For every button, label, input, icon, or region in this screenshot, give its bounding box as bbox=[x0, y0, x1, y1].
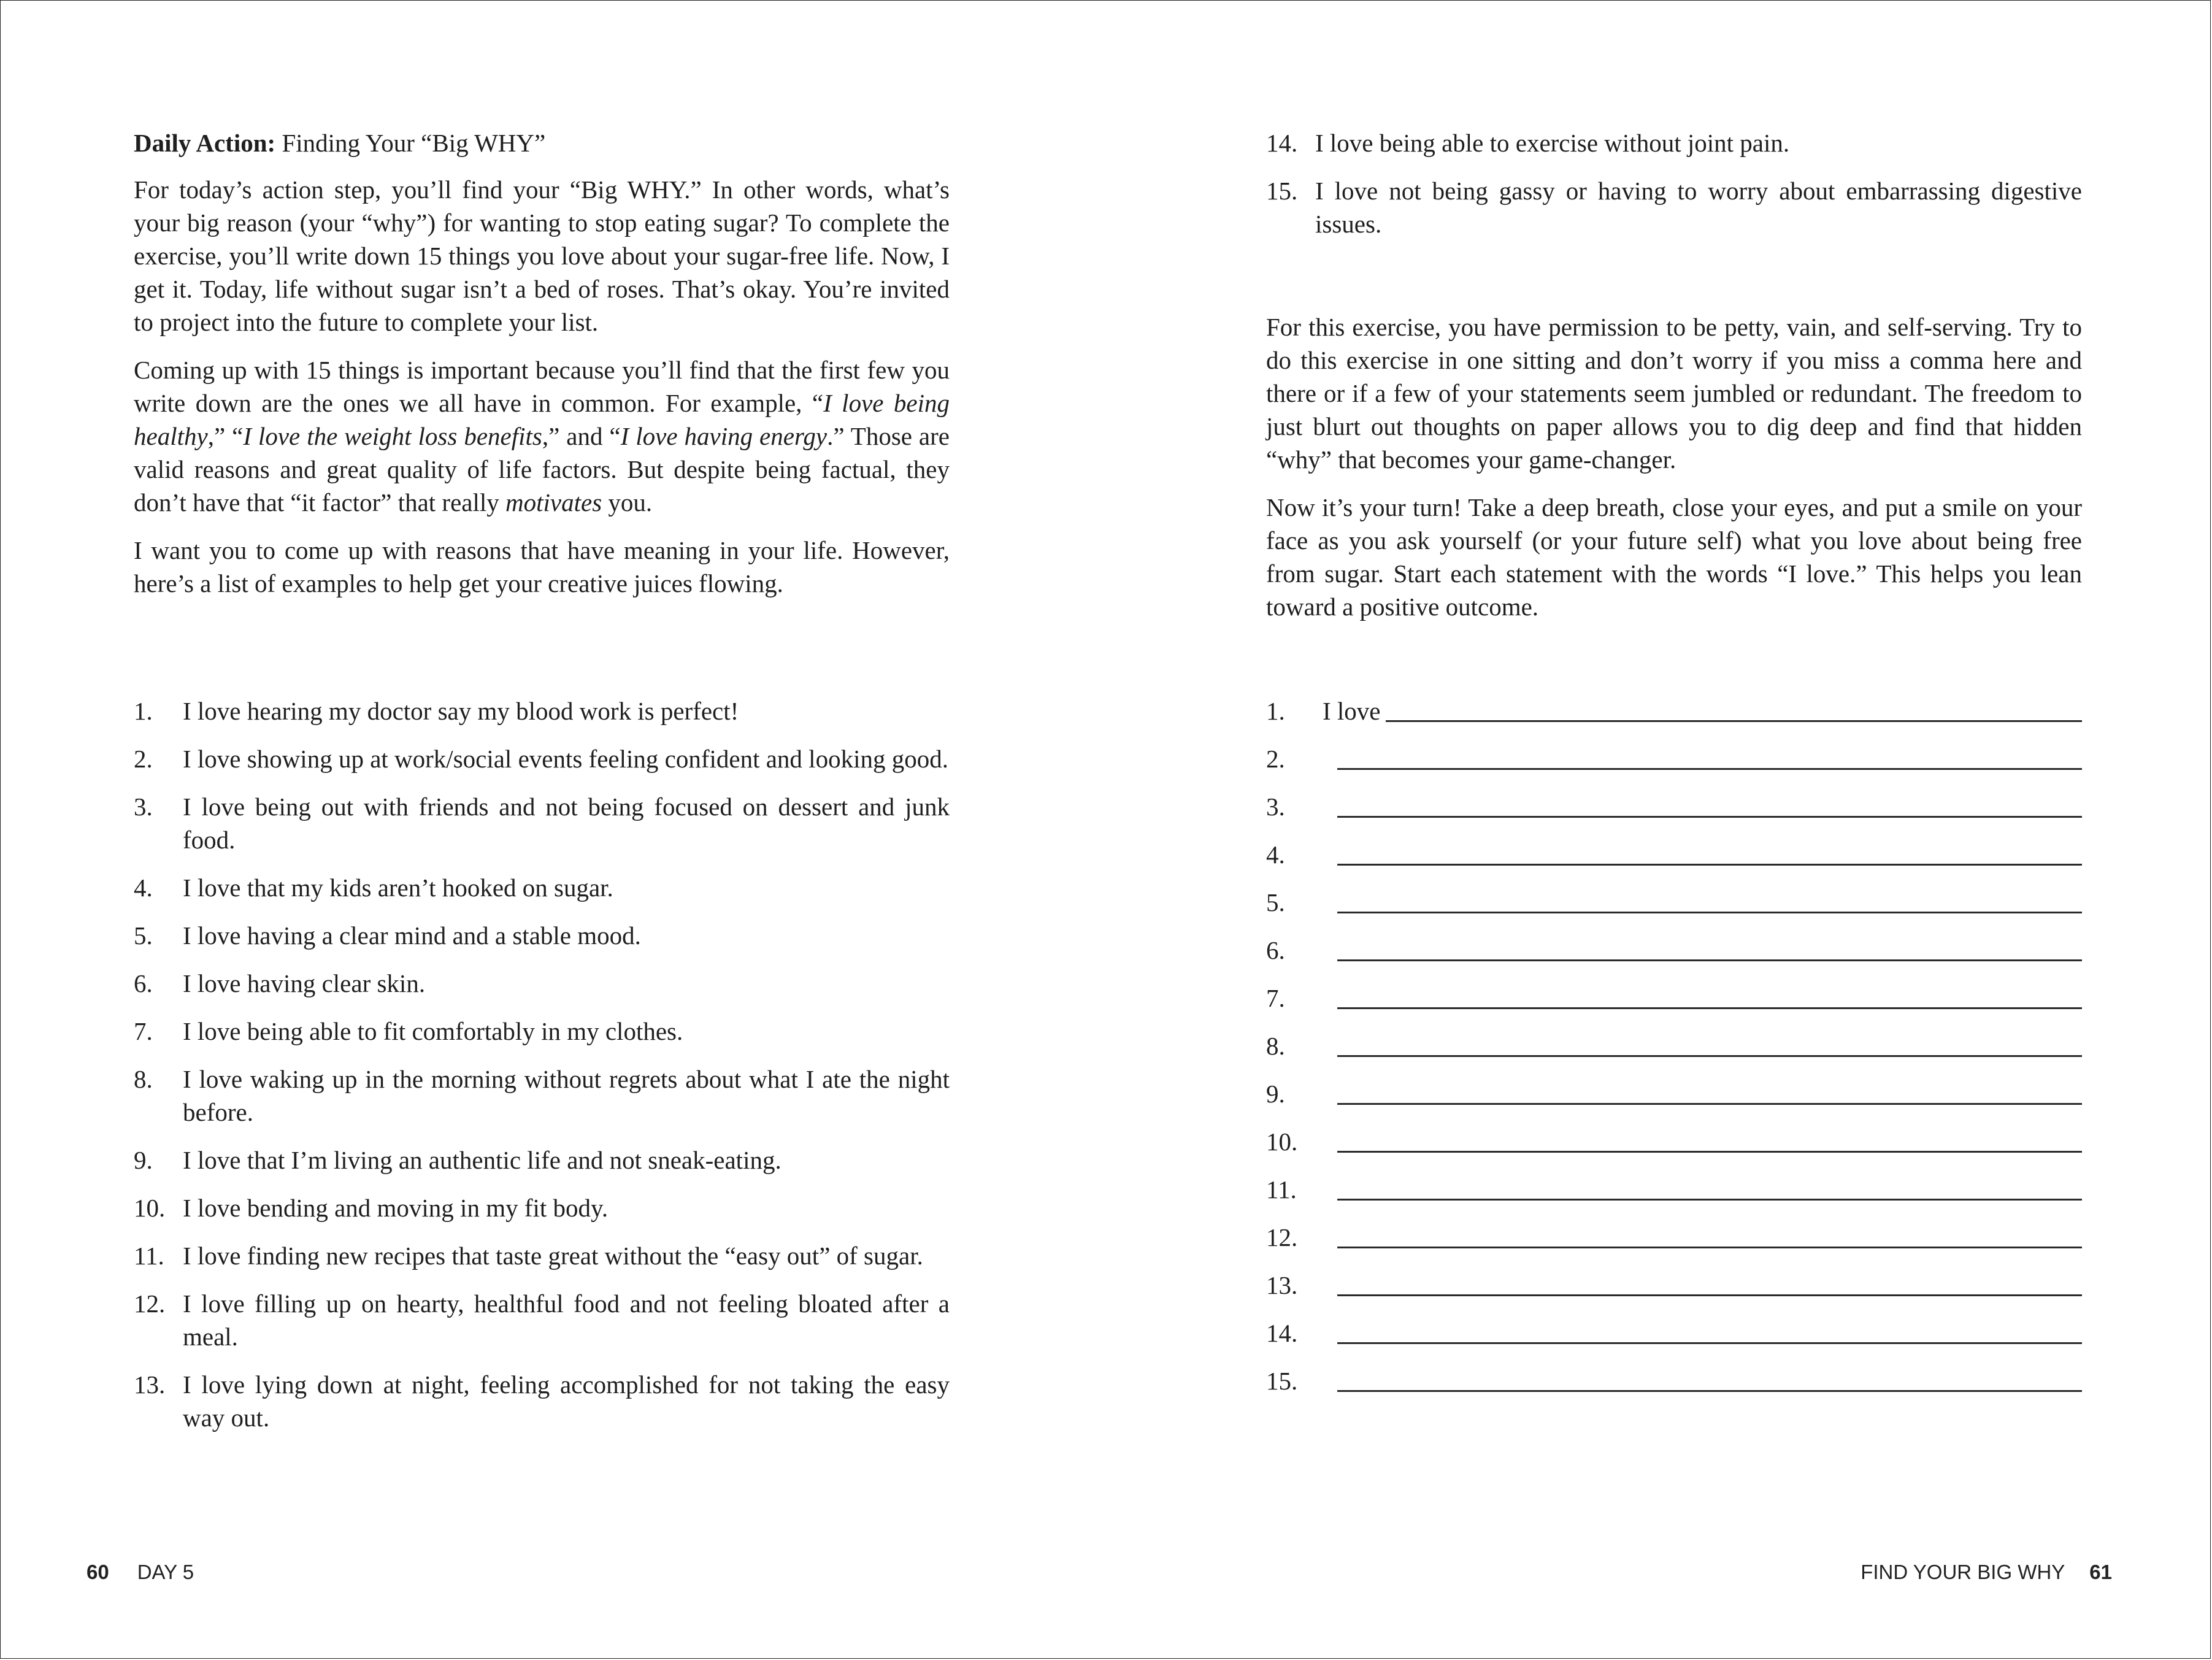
list-item bbox=[134, 871, 950, 904]
list-item-number: 2. bbox=[134, 745, 153, 773]
page-number-left: 60 bbox=[86, 1561, 109, 1583]
fill-in-number: 3. bbox=[1266, 793, 1285, 821]
fill-in-number: 5. bbox=[1266, 888, 1285, 916]
fill-in-number: 1. bbox=[1266, 697, 1285, 725]
fill-in-row bbox=[1266, 678, 2082, 726]
fill-in-blank-line[interactable] bbox=[1337, 1031, 2082, 1057]
list-item-text: I love having a clear mind and a stable mood. bbox=[183, 921, 641, 950]
list-item-number: 4. bbox=[134, 874, 153, 902]
list-item bbox=[134, 1239, 950, 1272]
fill-in-blank-line[interactable] bbox=[1337, 1126, 2082, 1153]
list-item-number: 15. bbox=[1266, 177, 1298, 205]
list-item-text: I love hearing my doctor say my blood work is perfect! bbox=[183, 697, 739, 725]
permission-paragraph: For this exercise, you have permission to be petty, vain, and self-serving. Try to do this exercise in one sitting and don’t worry if you miss a comma here and there or if a few of your statements seem jumbled or redundant. The freedom to just blurt out thoughts on paper allows you to dig deep and find that hidden “why” that becomes your game-changer. bbox=[1266, 313, 2082, 474]
right-page bbox=[1266, 1, 2082, 1658]
list-item bbox=[1266, 174, 2082, 240]
fill-in-row bbox=[1266, 774, 2082, 821]
fill-in-number: 4. bbox=[1266, 840, 1285, 869]
heading-title: Finding Your “Big WHY” bbox=[275, 129, 546, 157]
daily-action-heading bbox=[134, 126, 950, 159]
fill-in-blank-line[interactable] bbox=[1337, 791, 2082, 818]
p2-text-3: ,” and “ bbox=[542, 422, 621, 450]
p2-italic-3: I love having energy bbox=[620, 422, 828, 450]
fill-in-row bbox=[1266, 821, 2082, 869]
fill-in-blank-line[interactable] bbox=[1337, 744, 2082, 770]
fill-in-number: 14. bbox=[1266, 1319, 1298, 1347]
fill-in-blank-line[interactable] bbox=[1386, 696, 2083, 722]
fill-in-number: 9. bbox=[1266, 1080, 1285, 1108]
list-item bbox=[1266, 126, 2082, 159]
list-item-number: 13. bbox=[134, 1370, 166, 1399]
list-item-number: 11. bbox=[134, 1242, 164, 1270]
fill-in-row bbox=[1266, 1013, 2082, 1061]
fill-in-number: 12. bbox=[1266, 1223, 1298, 1251]
fill-in-row bbox=[1266, 1204, 2082, 1252]
fill-in-row bbox=[1266, 869, 2082, 917]
fill-in-row bbox=[1266, 726, 2082, 774]
heading-label: Daily Action: bbox=[134, 129, 276, 157]
list-item bbox=[134, 1015, 950, 1048]
fill-in-blank-line[interactable] bbox=[1337, 1366, 2082, 1392]
fill-in-blank-line[interactable] bbox=[1337, 1270, 2082, 1296]
examples-list bbox=[134, 694, 950, 1434]
fill-in-row bbox=[1266, 917, 2082, 965]
list-item bbox=[134, 919, 950, 952]
fill-in-blank-line[interactable] bbox=[1337, 935, 2082, 961]
list-item-number: 10. bbox=[134, 1194, 166, 1222]
page-number-right: 61 bbox=[2089, 1561, 2112, 1583]
left-footer bbox=[86, 1561, 194, 1584]
fill-in-row bbox=[1266, 1156, 2082, 1204]
your-turn-paragraph: Now it’s your turn! Take a deep breath, close your eyes, and put a smile on your face as you ask yourself (or your future self) what you love about being free from sugar. Start each statement with the words “I love.” This helps you lean toward a positive outcome. bbox=[1266, 493, 2082, 621]
list-item-text: I love being out with friends and not being focused on dessert and junk food. bbox=[183, 793, 950, 854]
list-item bbox=[134, 694, 950, 728]
list-item bbox=[134, 790, 950, 856]
list-item-number: 9. bbox=[134, 1146, 153, 1174]
list-item-text: I love waking up in the morning without regrets about what I ate the night before. bbox=[183, 1065, 950, 1126]
intro-paragraph: For today’s action step, you’ll find your “Big WHY.” In other words, what’s your big reason (your “why”) for wanting to stop eating sugar? To complete the exercise, you’ll write down 15 things you love about your sugar-free life. Now, I get it. Today, life without sugar isn’t a bed of roses. That’s okay. You’re invited to project into the future to complete your list. bbox=[134, 175, 950, 336]
fill-in-blank-line[interactable] bbox=[1337, 839, 2082, 866]
fill-in-prefix: I love bbox=[1323, 697, 1381, 725]
list-item bbox=[134, 1191, 950, 1224]
list-item-text: I love lying down at night, feeling accomplished for not taking the easy way out. bbox=[183, 1370, 950, 1432]
fill-in-blank-line[interactable] bbox=[1337, 1222, 2082, 1248]
list-item-number: 14. bbox=[1266, 129, 1298, 157]
list-item-number: 8. bbox=[134, 1065, 153, 1093]
fill-in-number: 13. bbox=[1266, 1271, 1298, 1299]
examples-paragraph bbox=[134, 353, 950, 519]
list-item-number: 6. bbox=[134, 969, 153, 997]
left-page bbox=[134, 1, 950, 1658]
section-label: FIND YOUR BIG WHY bbox=[1861, 1561, 2065, 1583]
fill-in-row bbox=[1266, 1109, 2082, 1156]
fill-in-number: 2. bbox=[1266, 745, 1285, 773]
fill-in-number: 6. bbox=[1266, 936, 1285, 964]
fill-in-blank-line[interactable] bbox=[1337, 983, 2082, 1009]
list-item-number: 3. bbox=[134, 793, 153, 821]
list-item bbox=[134, 1062, 950, 1129]
p2-text-1: Coming up with 15 things is important because you’ll find that the first few you write down are the ones we all have in common. For example, “ bbox=[134, 356, 950, 417]
list-item bbox=[134, 1287, 950, 1353]
examples-list-continued bbox=[1266, 126, 2082, 240]
list-item-text: I love being able to fit comfortably in my clothes. bbox=[183, 1017, 683, 1045]
fill-in-row bbox=[1266, 1348, 2082, 1396]
fill-in-row bbox=[1266, 1061, 2082, 1109]
list-item-text: I love having clear skin. bbox=[183, 969, 426, 997]
fill-in-number: 10. bbox=[1266, 1128, 1298, 1156]
list-item bbox=[134, 1143, 950, 1177]
creative-juices-paragraph: I want you to come up with reasons that have meaning in your life. However, here’s a list of examples to help get your creative juices flowing. bbox=[134, 536, 950, 598]
fill-in-blank-line[interactable] bbox=[1337, 887, 2082, 913]
right-footer bbox=[1861, 1561, 2112, 1584]
fill-in-blank-line[interactable] bbox=[1337, 1318, 2082, 1344]
list-item-text: I love finding new recipes that taste great without the “easy out” of sugar. bbox=[183, 1242, 923, 1270]
list-item-number: 5. bbox=[134, 921, 153, 950]
list-item bbox=[134, 967, 950, 1000]
list-item-text: I love bending and moving in my fit body. bbox=[183, 1194, 609, 1222]
list-item-text: I love being able to exercise without joint pain. bbox=[1315, 129, 1790, 157]
list-item-text: I love that I’m living an authentic life and not sneak-eating. bbox=[183, 1146, 781, 1174]
p2-text-5: you. bbox=[602, 488, 653, 517]
list-item-text: I love that my kids aren’t hooked on sugar. bbox=[183, 874, 613, 902]
list-item bbox=[134, 742, 950, 775]
list-item-text: I love showing up at work/social events feeling confident and looking good. bbox=[183, 745, 948, 773]
list-item-number: 12. bbox=[134, 1289, 166, 1318]
fill-in-number: 11. bbox=[1266, 1175, 1297, 1204]
fill-in-list bbox=[1266, 678, 2082, 1396]
fill-in-number: 7. bbox=[1266, 984, 1285, 1012]
chapter-label: DAY 5 bbox=[137, 1561, 194, 1583]
fill-in-row bbox=[1266, 1300, 2082, 1348]
list-item-text: I love filling up on hearty, healthful food and not feeling bloated after a meal. bbox=[183, 1289, 950, 1351]
p2-text-2: ,” “ bbox=[207, 422, 244, 450]
list-item-number: 7. bbox=[134, 1017, 153, 1045]
p2-italic-4: motivates bbox=[505, 488, 602, 517]
p2-text-4: .” Those are valid reasons and great quality of life factors. But despite being factual, they don’t have that “it factor” that really bbox=[134, 422, 950, 517]
list-item bbox=[134, 1368, 950, 1434]
fill-in-row bbox=[1266, 965, 2082, 1013]
list-item-number: 1. bbox=[134, 697, 153, 725]
fill-in-blank-line[interactable] bbox=[1337, 1078, 2082, 1105]
p2-italic-1: I love being healthy bbox=[134, 389, 950, 450]
fill-in-number: 8. bbox=[1266, 1032, 1285, 1060]
fill-in-blank-line[interactable] bbox=[1337, 1174, 2082, 1201]
p2-italic-2: I love the weight loss benefits bbox=[243, 422, 542, 450]
fill-in-row bbox=[1266, 1252, 2082, 1300]
fill-in-number: 15. bbox=[1266, 1367, 1298, 1395]
list-item-text: I love not being gassy or having to worry about embarrassing digestive issues. bbox=[1315, 177, 2082, 238]
